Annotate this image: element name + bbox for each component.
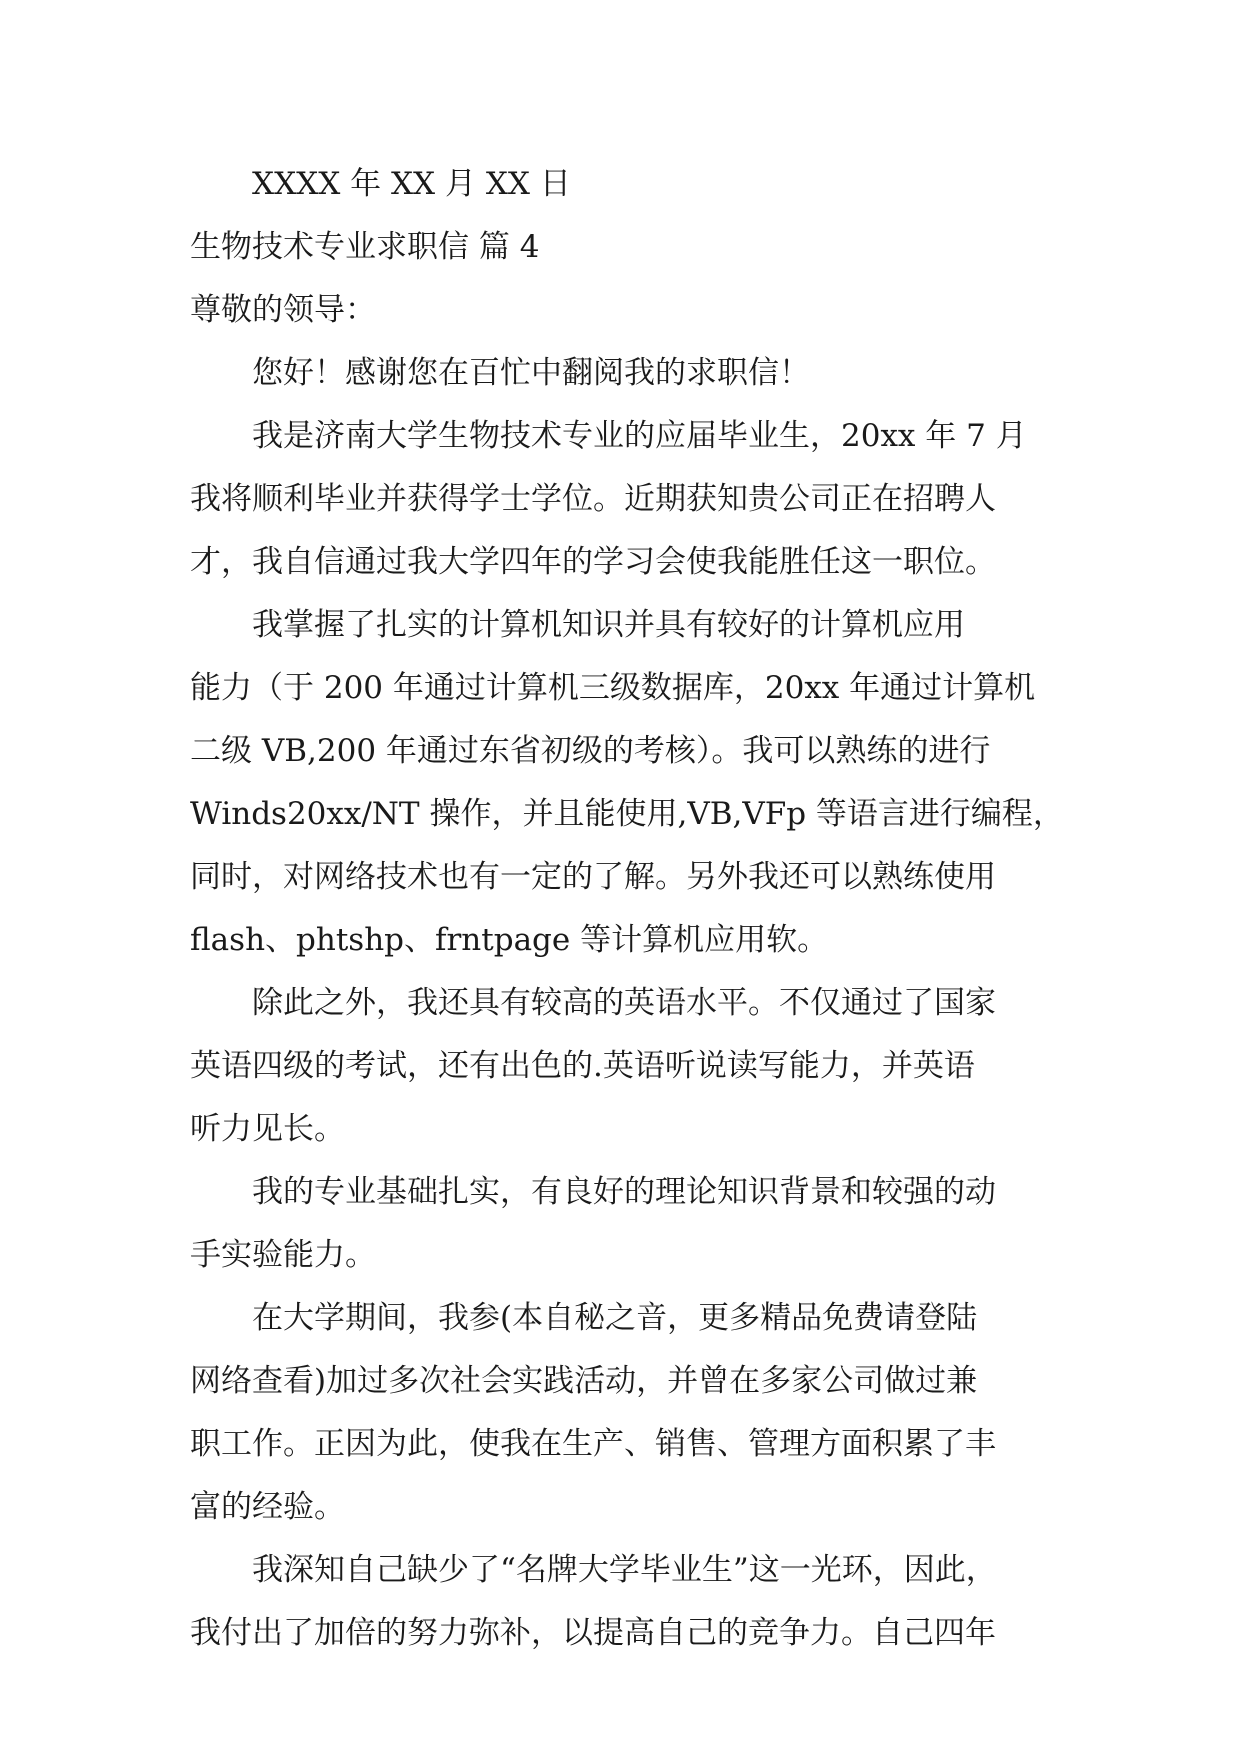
text-line: 职工作。正因为此，使我在生产、销售、管理方面积累了丰	[190, 1426, 996, 1462]
text-line: 手实验能力。	[190, 1237, 376, 1273]
text-line: Winds20xx/NT 操作，并且能使用,VB,VFp 等语言进行编程，	[190, 796, 1064, 832]
text-line: 除此之外，我还具有较高的英语水平。不仅通过了国家	[252, 985, 996, 1021]
text-line: 在大学期间，我参(本自秘之音，更多精品免费请登陆	[252, 1300, 978, 1336]
text-line: 我掌握了扎实的计算机知识并具有较好的计算机应用	[252, 607, 965, 643]
text-line: 富的经验。	[190, 1489, 345, 1525]
text-line: flash、phtshp、frntpage 等计算机应用软。	[190, 922, 829, 958]
article-title: 生物技术专业求职信 篇 4	[190, 229, 540, 265]
text-line: 我是济南大学生物技术专业的应届毕业生，20xx 年 7 月	[252, 418, 1027, 454]
text-line: 我付出了加倍的努力弥补，以提高自己的竞争力。自己四年	[190, 1615, 996, 1651]
text-line: 我将顺利毕业并获得学士学位。近期获知贵公司正在招聘人	[190, 481, 996, 517]
date-line: XXXX 年 XX 月 XX 日	[252, 166, 571, 202]
greeting-line: 您好！感谢您在百忙中翻阅我的求职信！	[252, 355, 810, 391]
text-line: 同时，对网络技术也有一定的了解。另外我还可以熟练使用	[190, 859, 996, 895]
text-line: 能力（于 200 年通过计算机三级数据库，20xx 年通过计算机	[190, 670, 1036, 706]
text-line: 我的专业基础扎实，有良好的理论知识背景和较强的动	[252, 1174, 996, 1210]
text-line: 网络查看)加过多次社会实践活动，并曾在多家公司做过兼	[190, 1363, 978, 1399]
text-line: 听力见长。	[190, 1111, 345, 1147]
text-line: 英语四级的考试，还有出色的.英语听说读写能力，并英语	[190, 1048, 975, 1084]
text-line: 我深知自己缺少了“名牌大学毕业生”这一光环，因此，	[252, 1552, 997, 1588]
salutation: 尊敬的领导：	[190, 292, 376, 328]
text-line: 二级 VB,200 年通过东省初级的考核）。我可以熟练的进行	[190, 733, 991, 769]
text-line: 才，我自信通过我大学四年的学习会使我能胜任这一职位。	[190, 544, 996, 580]
